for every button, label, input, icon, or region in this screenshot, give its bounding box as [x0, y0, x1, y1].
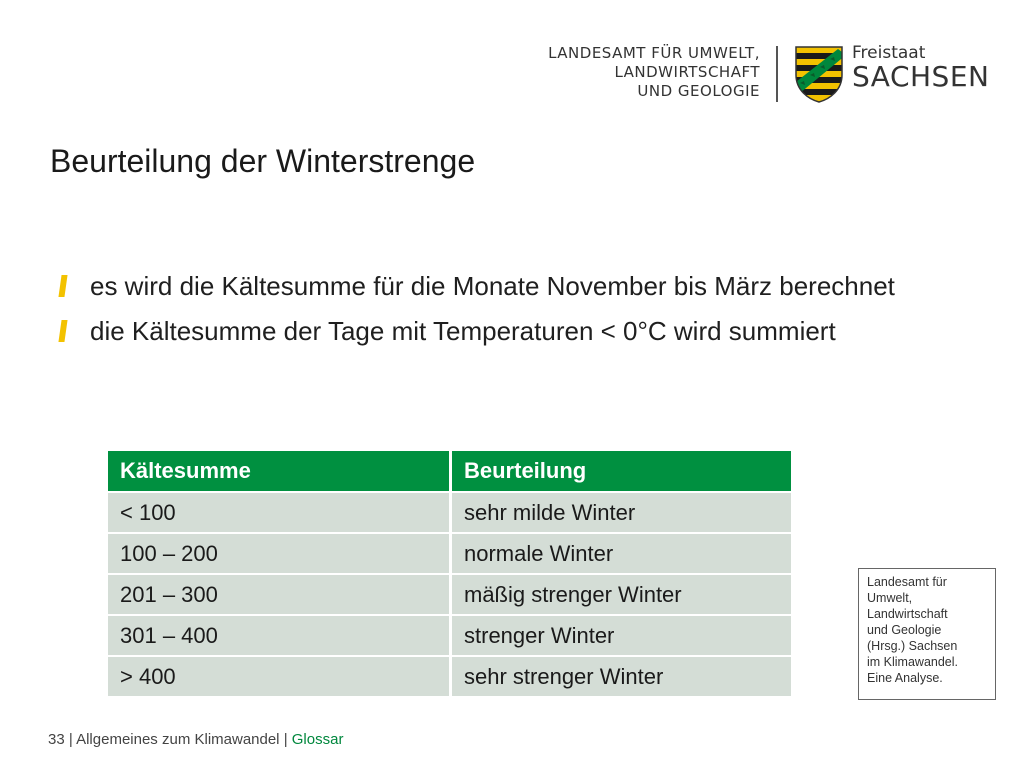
reference-line: im Klimawandel.: [867, 655, 959, 669]
table-cell: > 400: [108, 657, 452, 696]
table-cell: mäßig strenger Winter: [452, 575, 791, 614]
reference-line: und Geologie: [867, 623, 942, 637]
org-line-1: LANDESAMT FÜR UMWELT,: [548, 44, 760, 62]
footer-section: Allgemeines zum Klimawandel: [76, 731, 280, 748]
source-reference-box: [858, 568, 996, 700]
org-name: [540, 44, 760, 101]
reference-line: Landwirtschaft: [867, 607, 948, 621]
reference-line: (Hrsg.) Sachsen: [867, 639, 958, 653]
table-cell: sehr milde Winter: [452, 493, 791, 532]
table-cell: 100 – 200: [108, 534, 452, 573]
table-cell: < 100: [108, 493, 452, 532]
state-logotype: [852, 44, 989, 92]
slide-title: Beurteilung der Winterstrenge: [50, 143, 476, 179]
reference-line: Eine Analyse.: [867, 671, 943, 685]
glossary-link[interactable]: Glossar: [291, 731, 344, 748]
table-row: [108, 616, 791, 655]
bullet-list: [60, 268, 930, 358]
table-header-row: [108, 451, 791, 491]
table-row: [108, 575, 791, 614]
page-number: 33: [48, 731, 65, 748]
org-line-2: LANDWIRTSCHAFT: [614, 63, 760, 81]
bullet-item: [60, 313, 930, 350]
bullet-text: die Kältesumme der Tage mit Temperaturen < 0°C wird summiert: [90, 316, 836, 346]
bullet-item: [60, 268, 930, 305]
header-divider: [776, 46, 778, 102]
winter-severity-table: [108, 449, 791, 698]
table-cell: 301 – 400: [108, 616, 452, 655]
table-cell: 201 – 300: [108, 575, 452, 614]
footer-separator: |: [64, 731, 77, 748]
footer: [48, 731, 343, 748]
bullet-text: es wird die Kältesumme für die Monate November bis März berechnet: [90, 271, 895, 301]
org-line-3: UND GEOLOGIE: [637, 82, 760, 100]
state-label-small: Freistaat: [852, 43, 926, 63]
footer-separator: |: [279, 731, 292, 748]
table-row: [108, 493, 791, 532]
table-cell: normale Winter: [452, 534, 791, 573]
column-header-beurteilung: Beurteilung: [452, 451, 791, 491]
bullet-marker-icon: [58, 275, 67, 297]
table-row: [108, 534, 791, 573]
saxony-coat-of-arms-icon: [794, 45, 844, 103]
bullet-marker-icon: [58, 320, 67, 342]
reference-line: Umwelt,: [867, 591, 913, 605]
table-row: [108, 657, 791, 696]
table-cell: sehr strenger Winter: [452, 657, 791, 696]
table-cell: strenger Winter: [452, 616, 791, 655]
state-label-big: SACHSEN: [852, 60, 990, 93]
column-header-kaeltesumme: Kältesumme: [108, 451, 452, 491]
reference-line: Landesamt für: [867, 575, 947, 589]
